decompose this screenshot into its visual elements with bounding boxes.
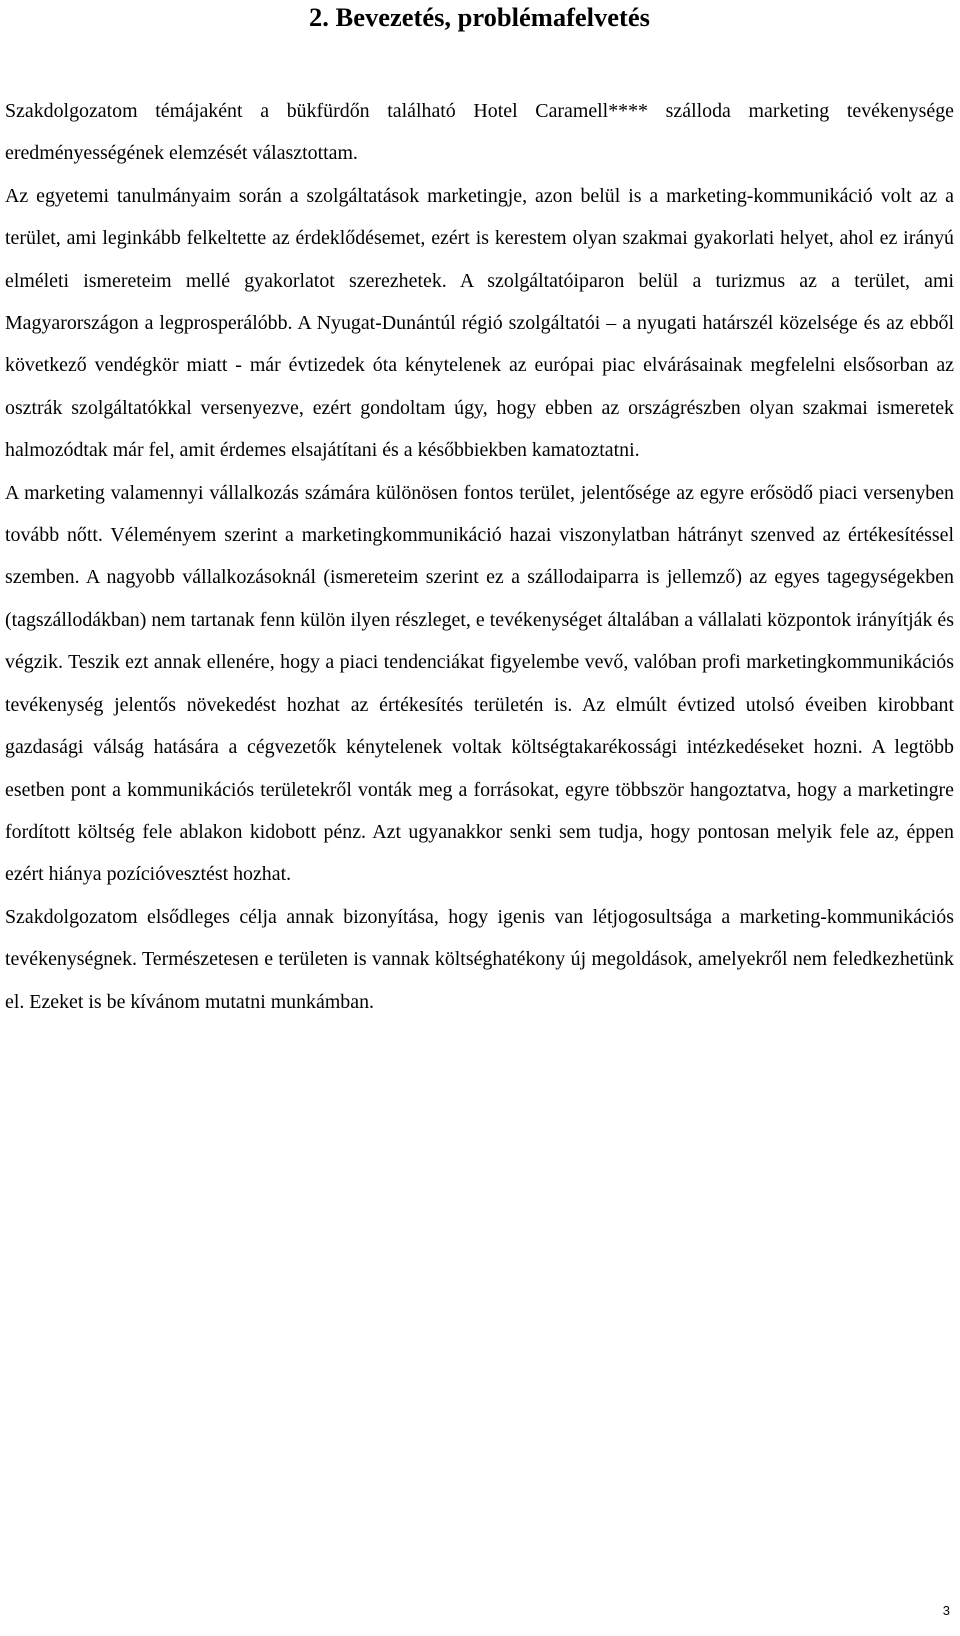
paragraph-marketing-importance: A marketing valamennyi vállalkozás számára különösen fontos terület, jelentősége az egyre erősödő piaci versenyben tovább nőtt. Véleményem szerint a marketingkommunikáció hazai viszonylatban hátrányt szenved az értékesítéssel szemben. A nagyobb vállalkozásoknál (ismereteim szerint ez a szállodaiparra is jellemző) az egyes tagegységekben (tagszállodákban) nem tartanak fenn külön ilyen részleget, e tevékenységet általában a vállalati központok irányítják és végzik. Teszik ezt annak ellenére, hogy a piaci tendenciákat figyelembe vevő, valóban profi marketingkommunikációs tevékenység jelentős növekedést hozhat az értékesítés területén is. Az elmúlt évtized utolsó éveiben kirobbant gazdasági válság hatására a cégvezetők kénytelenek voltak költségtakarékossági intézkedéseket hozni. A legtöbb esetben pont a kommunikációs területekről vonták meg a forrásokat, egyre többször hangoztatva, hogy a marketingre fordított költség fele ablakon kidobott pénz. Azt ugyanakkor senki sem tudja, hogy pontosan melyik fele az, éppen ezért hiánya pozícióvesztést hozhat. (5, 481, 954, 886)
body-text (5, 90, 954, 1023)
paragraph-topic: Szakdolgozatom témájaként a bükfürdőn található Hotel Caramell**** szálloda marketing tevékenysége eredményességének elemzését választottam. (5, 100, 954, 165)
section-heading: 2. Bevezetés, problémafelvetés (309, 2, 650, 32)
paragraph-thesis-goal: Szakdolgozatom elsődleges célja annak bizonyítása, hogy igenis van létjogosultsága a marketing-kommunikációs tevékenységnek. Természetesen e területen is vannak költséghatékony új megoldások, amelyekről nem feledkezhetünk el. Ezeket is be kívánom mutatni munkámban. (5, 905, 954, 1013)
page-number: 3 (942, 1603, 950, 1618)
paragraph-motivation: Az egyetemi tanulmányaim során a szolgáltatások marketingje, azon belül is a marketing-kommunikáció volt az a terület, ami leginkább felkeltette az érdeklődésemet, ezért is kerestem olyan szakmai gyakorlati helyet, ahol ez irányú elméleti ismereteim mellé gyakorlatot szerezhetek. A szolgáltatóiparon belül a turizmus az a terület, ami Magyarországon a legprosperálóbb. A Nyugat-Dunántúl régió szolgáltatói – a nyugati határszél közelsége és az ebből következő vendégkör miatt - már évtizedek óta kénytelenek az európai piac elvárásainak megfelelni elsősorban az osztrák szolgáltatókkal versenyezve, ezért gondoltam úgy, hogy ebben az országrészben olyan szakmai ismeretek halmozódtak már fel, amit érdemes elsajátítani és a későbbiekben kamatoztatni. (5, 184, 954, 462)
document-page (5, 0, 954, 1023)
